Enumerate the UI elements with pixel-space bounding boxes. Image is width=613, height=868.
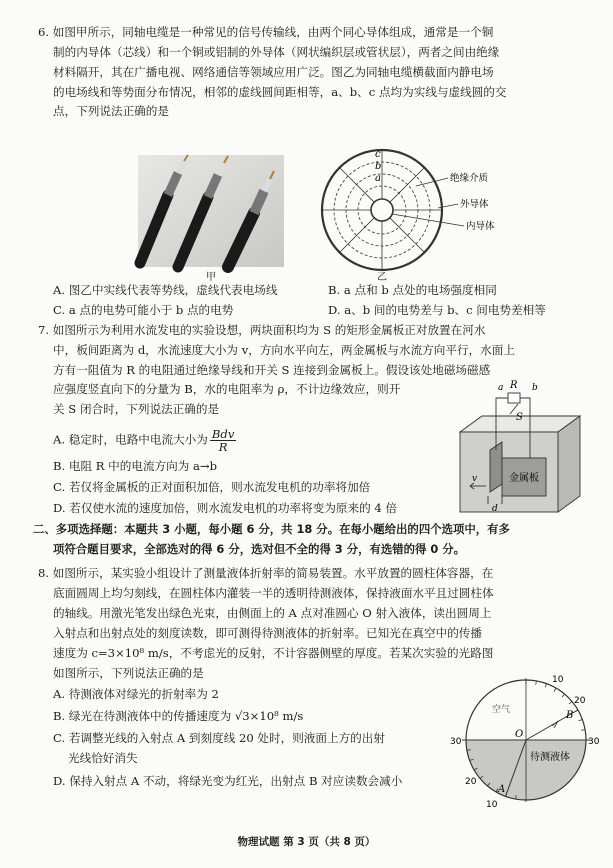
center-o-label: O [515,729,524,740]
q7-line-4: 应强度竖直向下的分量为 B，水的电阻率为 ρ，不计边缘效应，则开 [53,382,401,396]
q8-line-4: 入射点和出射点处的刻度读数，即可测得待测液体的折射率。已知光在真空中的传播 [53,626,482,640]
scale-20-bottom-left: 20 [465,777,477,787]
q8-line-3: 的轴线。用激光笔发出绿色光束，由侧面上的 A 点对准圆心 O 射入液体，读出圆周上 [53,606,492,620]
scale-30-right: 30 [588,737,600,747]
q8-option-c: C. 若调整光线的入射点 A 到刻度线 20 处时，则液面上方的出射 [53,731,385,745]
q8-option-a: A. 待测液体对绿光的折射率为 2 [53,687,219,701]
water-generator-diagram [458,380,582,514]
cross-section-diagram [320,148,520,272]
q7-option-a-text: A. 稳定时，电路中电流大小为 [53,432,208,447]
q8-line-6: 如图所示，下列说法正确的是 [53,666,204,680]
q7-line-1: 7. 如图所示为利用水流发电的实验设想，两块面积均为 S 的矩形金属板正对放置在河水 [38,323,486,337]
liquid-label: 待测液体 [530,752,570,763]
refraction-circle-diagram [448,660,598,820]
q7-option-d: D. 若仅使水流的速度加倍，则水流发电机的功率将变为原来的 4 倍 [53,501,398,515]
q6-line-1: 6. 如图甲所示，同轴电缆是一种常见的信号传输线，由两个同心导体组成，通常是一个铜 [38,25,494,39]
q8-line-1: 8. 如图所示，某实验小组设计了测量液体折射率的简易装置。水平放置的圆柱体容器，在 [38,566,494,580]
point-b-label: b [375,161,382,172]
q6-option-d: D. a、b 间的电势差与 b、c 间电势差相等 [328,303,546,317]
q6-line-2: 制的内导体（芯线）和一个铜或铝制的外导体（网状编织层或管状层），两者之间由绝缘 [53,45,500,59]
section-2-heading-line-2: 项符合题目要求，全部选对的得 6 分，选对但不全的得 3 分，有选错的得 0 分。 [53,542,466,556]
q6-option-a: A. 图乙中实线代表等势线，虚线代表电场线 [53,283,278,297]
scale-20-top-right: 20 [574,696,586,706]
distance-d-label: d [492,504,498,514]
velocity-v-label: v [472,474,478,484]
node-a-label: a [498,383,504,393]
point-a-label: A [498,784,506,795]
figure-yi-caption: 乙 [377,272,387,283]
outer-conductor-label: 外导体 [460,199,489,210]
inner-conductor-label: 内导体 [466,221,495,232]
resistor-r-label: R [510,380,518,391]
q7-option-a [53,428,236,453]
fraction-denominator: R [218,440,228,454]
q6-option-c: C. a 点的电势可能小于 b 点的电势 [53,303,234,317]
coaxial-cable-photo [138,155,284,267]
figure-jia-caption: 甲 [206,272,216,283]
q7-line-2: 中，板间距离为 d，水流速度大小为 v，方向水平向左，两金属板与水流方向平行，水面上 [53,343,515,357]
q7-line-3: 方有一阻值为 R 的电阻通过绝缘导线和开关 S 连接到金属板上。假设该处地磁场磁感 [53,363,491,377]
q6-line-4: 的电场线和等势面分布情况，相邻的虚线圆间距相等，a、b、c 点均为实线与虚线圆的交 [53,85,507,99]
point-c-label: c [375,149,381,160]
q8-option-d: D. 保持入射点 A 不动，将绿光变为红光，出射点 B 对应读数会减小 [53,774,403,788]
q8-option-c-cont: 光线恰好消失 [68,751,138,765]
q8-option-b: B. 绿光在待测液体中的传播速度为 √3×10⁸ m/s [53,709,304,723]
point-b-label: B [566,710,574,721]
insulator-label: 绝缘介质 [450,173,489,184]
q8-line-2: 底面圆周上均匀刻线，在圆柱体内灌装一半的透明待测液体，保持液面水平且过圆柱体 [53,586,494,600]
q6-line-5: 点，下列说法正确的是 [53,104,169,118]
q7-option-c: C. 若仅将金属板的正对面积加倍，则水流发电机的功率将加倍 [53,480,371,494]
page-footer: 物理试题 第 3 页（共 8 页） [237,836,376,848]
switch-s-label: S [516,412,523,423]
scale-30-left: 30 [450,737,462,747]
plate-label: 金属板 [509,473,539,484]
air-label: 空气 [492,705,511,715]
q8-line-5: 速度为 c=3×10⁸ m/s，不考虑光的反射，不计容器侧壁的厚度。若某次实验的光路图 [53,646,494,660]
section-2-heading-line-1: 二、多项选择题：本题共 3 小题，每小题 6 分，共 18 分。在每小题给出的四个选项中，有多 [33,522,510,536]
node-b-label: b [532,383,538,393]
fraction-numerator: Bdv [211,427,235,441]
q7-option-b: B. 电阻 R 中的电流方向为 a→b [53,459,218,473]
q7-option-a-fraction [210,428,237,453]
q6-option-b: B. a 点和 b 点处的电场强度相同 [328,283,497,297]
point-a-label: a [375,173,381,184]
scale-10-bottom-left: 10 [486,800,498,810]
scale-10-top-right: 10 [552,675,564,685]
q6-line-3: 材料隔开，其在广播电视、网络通信等领域应用广泛。图乙为同轴电缆横截面内静电场 [53,65,494,79]
q7-line-5: 关 S 闭合时，下列说法正确的是 [53,402,220,416]
